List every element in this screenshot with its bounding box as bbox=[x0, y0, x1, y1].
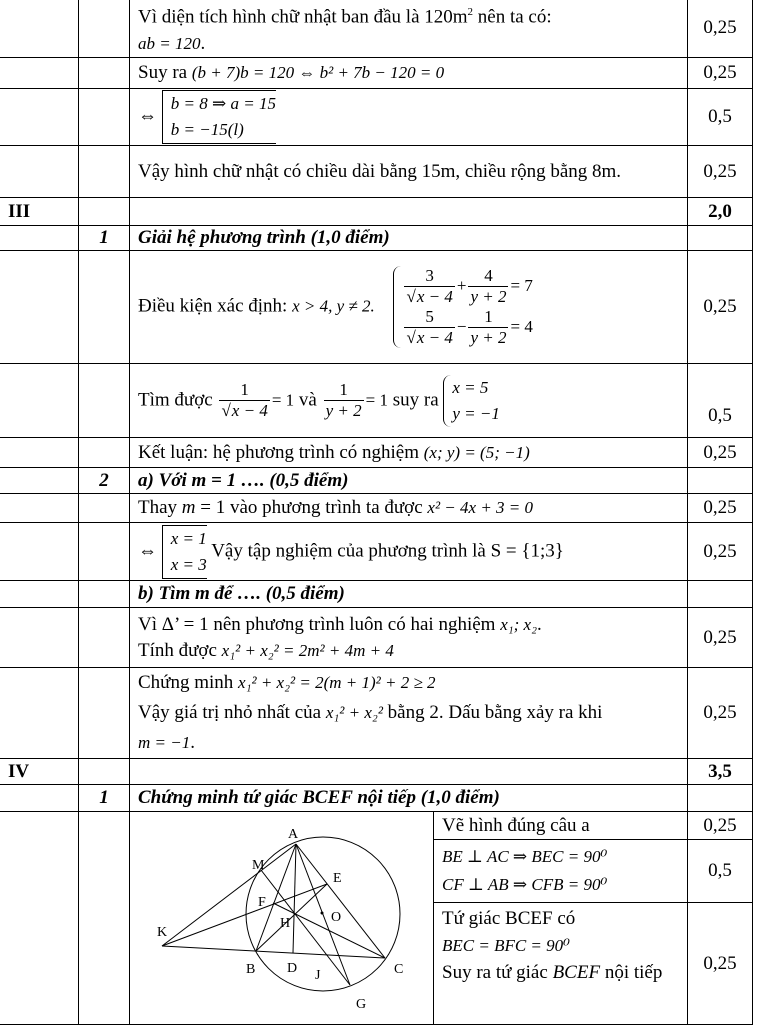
svg-text:O: O bbox=[331, 910, 342, 925]
svg-text:E: E bbox=[333, 871, 342, 886]
svg-text:K: K bbox=[157, 925, 168, 940]
section-label: III bbox=[0, 198, 79, 226]
score: 0,25 bbox=[688, 251, 753, 364]
table-row: ⇔ b = 8 ⇒ a = 15 b = −15(l) 0,5 bbox=[0, 89, 753, 146]
score: 0,25 bbox=[703, 952, 737, 974]
section-score: 2,0 bbox=[688, 198, 753, 226]
table-row: Vì diện tích hình chữ nhật ban đầu là $120m^2$ nên ta có: ab = 120. 0,25 bbox=[0, 0, 753, 58]
table-row: Tìm được $\frac{1}{√x - 4}$ = 1 và $\frac{1}{y + 2}$ = 1 suy ra x = 5 y = −1 0,5 bbox=[0, 364, 753, 438]
table-row: Thay m = 1 vào phương trình ta được x² − 4x + 3 = 0 0,25 bbox=[0, 494, 753, 523]
table-row: Điều kiện xác định: x > 4, y ≠ 2. $\frac{3}{√x - 4}$ + $\frac{4}{y + 2}$ = 7 $\frac{5}{√x - 4}$ − $\frac{1}{y + 2}$ = 4 0,25 bbox=[0, 251, 753, 364]
subsection-row: 1 Giải hệ phương trình (1,0 điểm) bbox=[0, 226, 753, 251]
table-row: Vậy hình chữ nhật có chiều dài bằng 15m, chiều rộng bằng 8m. 0,25 bbox=[0, 146, 753, 198]
subsection-row: 2 a) Với m = 1 …. (0,5 điểm) bbox=[0, 468, 753, 494]
subsection-title: Giải hệ phương trình (1,0 điểm) bbox=[130, 226, 688, 251]
svg-text:D: D bbox=[287, 961, 298, 976]
bracket-system: b = 8 ⇒ a = 15 b = −15(l) bbox=[162, 90, 276, 144]
subsection-row: 1 Chứng minh tứ giác BCEF nội tiếp (1,0 điểm) bbox=[0, 785, 753, 812]
table-row: ⇔ x = 1 x = 3 Vậy tập nghiệm của phương trình là S = {1;3} 0,25 bbox=[0, 523, 753, 581]
score: 0,25 bbox=[688, 812, 752, 840]
score: 0,25 bbox=[688, 608, 753, 668]
subsection-title: b) Tìm m để …. (0,5 điểm) bbox=[130, 581, 688, 608]
text: Vì diện tích hình chữ nhật ban đầu là 120m bbox=[138, 6, 468, 28]
table-row: A M E F H O K B D J C G Vẽ hình đúng câu a BE ⊥ AC ⇒ BEC = 90⁰ CF ⊥ AB ⇒ CFB = 90⁰ Tứ giác BCEF có BEC = BFC = 90⁰ Suy ra tứ giác BCEF nội tiếp 0,25 0,5 0,25 bbox=[0, 812, 753, 1025]
line-ad bbox=[293, 844, 296, 953]
geometry-figure bbox=[130, 812, 434, 1024]
math: ab = 120 bbox=[138, 33, 201, 53]
svg-text:H: H bbox=[280, 916, 291, 931]
line-ke bbox=[162, 884, 327, 946]
score: 0,5 bbox=[688, 364, 753, 438]
score: 0,5 bbox=[688, 840, 752, 903]
score: 0,25 bbox=[688, 58, 753, 89]
score: 0,25 bbox=[688, 494, 753, 523]
subsection-row bbox=[0, 581, 753, 608]
table-row: Chứng minh x₁² + x₂² = 2(m + 1)² + 2 ≥ 2 Vậy giá trị nhỏ nhất của x₁² + x₂² bằng 2. Dấu bằng xảy ra khi m = −1. 0,25 bbox=[0, 668, 753, 759]
section-row bbox=[0, 759, 753, 785]
score: 0,5 bbox=[688, 89, 753, 146]
line-mg bbox=[261, 870, 350, 985]
svg-text:B: B bbox=[246, 962, 256, 977]
geometry-diagram bbox=[130, 812, 433, 1024]
subsection-title: Chứng minh tứ giác BCEF nội tiếp (1,0 điểm) bbox=[130, 785, 688, 812]
svg-text:A: A bbox=[288, 827, 299, 842]
math: (b + 7)b = 120 ⇔ b² + 7b − 120 = 0 bbox=[191, 63, 445, 82]
score: 0,25 bbox=[688, 146, 753, 198]
line-ka bbox=[162, 844, 296, 946]
section-score: 3,5 bbox=[688, 759, 753, 785]
score: 0,25 bbox=[688, 0, 753, 58]
svg-text:C: C bbox=[394, 962, 404, 977]
section-label: IV bbox=[0, 759, 79, 785]
svg-text:F: F bbox=[258, 895, 266, 910]
table-row: Suy ra (b + 7)b = 120 ⇔ b² + 7b − 120 = 0 0,25 bbox=[0, 58, 753, 89]
line-kc bbox=[162, 946, 385, 958]
table-row: Kết luận: hệ phương trình có nghiệm (x; y) = (5; −1) 0,25 bbox=[0, 438, 753, 468]
center-o bbox=[321, 912, 323, 914]
svg-text:G: G bbox=[356, 997, 367, 1012]
score: 0,25 bbox=[688, 438, 753, 468]
section-row bbox=[0, 198, 753, 226]
equation-system: $\frac{3}{√x - 4}$ + $\frac{4}{y + 2}$ = 7 $\frac{5}{√x - 4}$ − $\frac{1}{y + 2}$ = 4 bbox=[393, 266, 532, 348]
svg-text:M: M bbox=[252, 858, 265, 873]
table-row: Vì Δ’ = 1 nên phương trình luôn có hai nghiệm x₁; x₂. Tính được x₁² + x₂² = 2m² + 4m + 4 0,25 bbox=[0, 608, 753, 668]
svg-text:J: J bbox=[315, 968, 321, 983]
score: 0,25 bbox=[688, 523, 753, 581]
line-ag bbox=[296, 844, 350, 985]
score: 0,25 bbox=[688, 668, 753, 759]
subsection-title: a) Với m = 1 …. (0,5 điểm) bbox=[130, 468, 688, 494]
